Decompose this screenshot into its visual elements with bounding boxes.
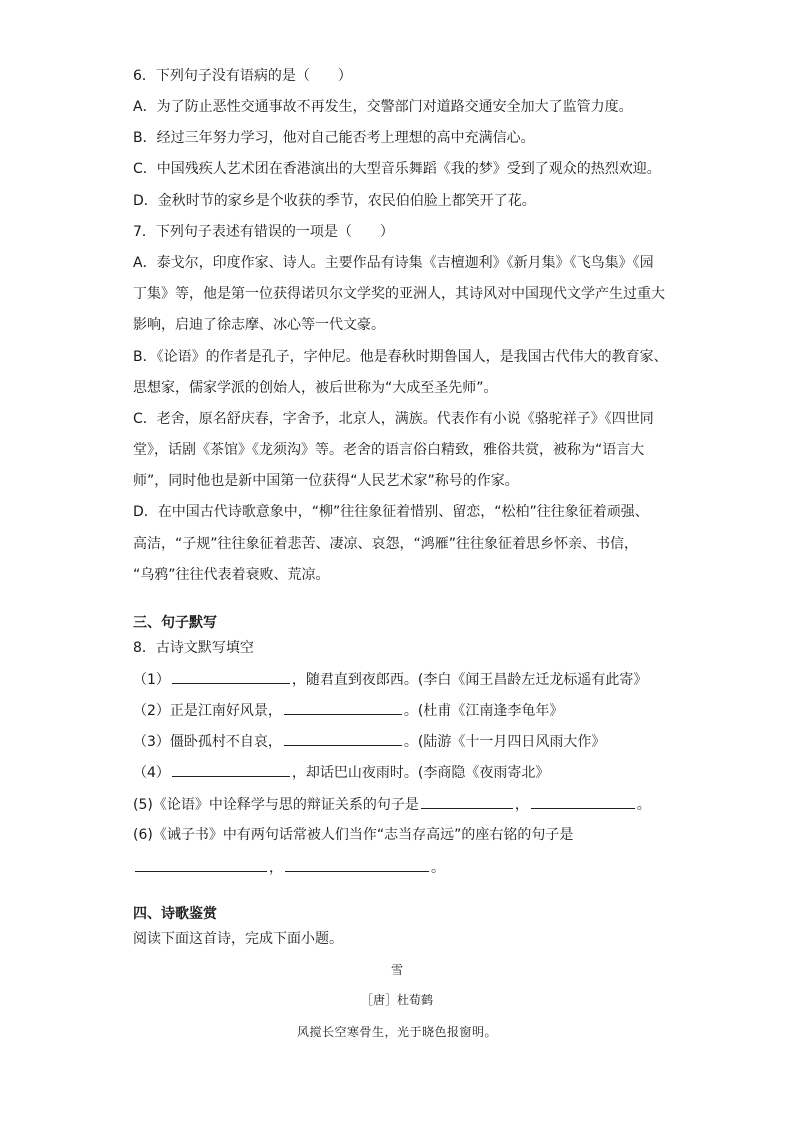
q7-option-d-line2: 高洁，“子规”往往象征着悲苦、凄凉、哀怨，“鸿雁”往往象征着思乡怀亲、书信， — [133, 536, 639, 552]
q7-stem: 7．下列句子表述有错误的一项是（ ） — [133, 224, 394, 240]
q6-option-d: D．金秋时节的家乡是个收获的季节，农民伯伯脸上都笑开了花。 — [133, 193, 536, 209]
fill-item-1-suffix: ，随君直到夜郎西。(李白《闻王昌龄左迁龙标遥有此寄》 — [291, 672, 648, 688]
q6-option-b: B．经过三年努力学习，他对自己能否考上理想的高中充满信心。 — [133, 130, 535, 146]
fill-item-6-comma: ， — [269, 860, 283, 876]
fill-item-6-stem: (6)《诫子书》中有两句话常被人们当作“志当存高远”的座右铭的句子是 — [133, 827, 574, 843]
section4-intro: 阅读下面这首诗，完成下面小题。 — [133, 931, 343, 947]
fill-item-2-prefix: （2）正是江南好风景， — [133, 703, 282, 719]
q7-option-a-line1: A．泰戈尔，印度作家、诗人。主要作品有诗集《吉檀迦利》《新月集》《飞鸟集》《园 — [133, 255, 654, 271]
fill-item-5 — [133, 794, 651, 815]
q7-option-d-line3: “乌鸦”往往代表着衰败、荒凉。 — [133, 567, 330, 583]
fill-item-5-comma: ， — [514, 797, 529, 813]
poem-author: ［唐］杜荀鹤 — [360, 993, 433, 1007]
answer-blank-6a[interactable] — [135, 857, 267, 872]
poem-title: 雪 — [390, 963, 403, 977]
poem-line-1: 风搅长空寒骨生，光于晓色报窗明。 — [296, 1025, 497, 1039]
section4-title: 四、诗歌鉴赏 — [133, 906, 217, 922]
answer-blank-4[interactable] — [172, 762, 290, 777]
q7-option-a-line2: 丁集》等，他是第一位获得诺贝尔文学奖的亚洲人，其诗风对中国现代文学产生过重大 — [133, 286, 665, 302]
q6-stem: 6．下列句子没有语病的是（ ） — [133, 68, 352, 84]
fill-item-2-suffix: 。(杜甫《江南逢李龟年》 — [403, 703, 564, 719]
answer-blank-3[interactable] — [284, 731, 402, 746]
q7-option-a-line3: 影响，启迪了徐志摩、冰心等一代文豪。 — [133, 317, 385, 333]
fill-item-4-suffix: ，却话巴山夜雨时。(李商隐《夜雨寄北》 — [291, 765, 550, 781]
q7-option-c-line1: C．老舍，原名舒庆春，字舍予，北京人，满族。代表作有小说《骆驼祥子》《四世同 — [133, 411, 654, 427]
fill-item-1 — [133, 669, 647, 690]
q7-option-c-line2: 堂》，话剧《茶馆》《龙须沟》等。老舍的语言俗白精致，雅俗共赏，被称为“语言大 — [133, 442, 645, 458]
fill-item-3 — [133, 731, 605, 752]
fill-item-4 — [133, 762, 549, 783]
q6-option-c: C．中国残疾人艺术团在香港演出的大型音乐舞蹈《我的梦》受到了观众的热烈欢迎。 — [133, 161, 661, 177]
fill-item-1-prefix: （1） — [133, 672, 170, 688]
fill-item-2 — [133, 700, 563, 721]
fill-item-5-prefix: (5)《论语》中诠释学与思的辩证关系的句子是 — [133, 797, 419, 813]
q8-stem: 8．古诗文默写填空 — [133, 640, 254, 656]
fill-item-5-period: 。 — [636, 797, 651, 813]
fill-item-3-suffix: 。(陆游《十一月四日风雨大作》 — [403, 734, 606, 750]
answer-blank-5b[interactable] — [531, 794, 635, 809]
answer-blank-2[interactable] — [284, 700, 402, 715]
fill-item-6-period: 。 — [431, 860, 445, 876]
section3-title: 三、句子默写 — [133, 615, 217, 631]
q7-option-b-line1: B．《论语》的作者是孔子，字仲尼。他是春秋时期鲁国人，是我国古代伟大的教育家、 — [133, 349, 668, 365]
fill-item-6-answers — [133, 857, 445, 878]
answer-blank-5a[interactable] — [421, 794, 513, 809]
q7-option-d-line1: D．在中国古代诗歌意象中，“柳”往往象征着惜别、留恋，“松柏”往往象征着顽强、 — [133, 504, 649, 520]
fill-item-4-prefix: （4） — [133, 765, 170, 781]
q6-option-a: A．为了防止恶性交通事故不再发生，交警部门对道路交通安全加大了监管力度。 — [133, 99, 633, 115]
q7-option-b-line2: 思想家，儒家学派的创始人，被后世称为“大成至圣先师”。 — [133, 380, 498, 396]
fill-item-3-prefix: （3）僵卧孤村不自哀， — [133, 734, 282, 750]
answer-blank-6b[interactable] — [285, 857, 429, 872]
answer-blank-1[interactable] — [172, 669, 290, 684]
q7-option-c-line3: 师”，同时他也是新中国第一位获得“人民艺术家”称号的作家。 — [133, 473, 519, 489]
